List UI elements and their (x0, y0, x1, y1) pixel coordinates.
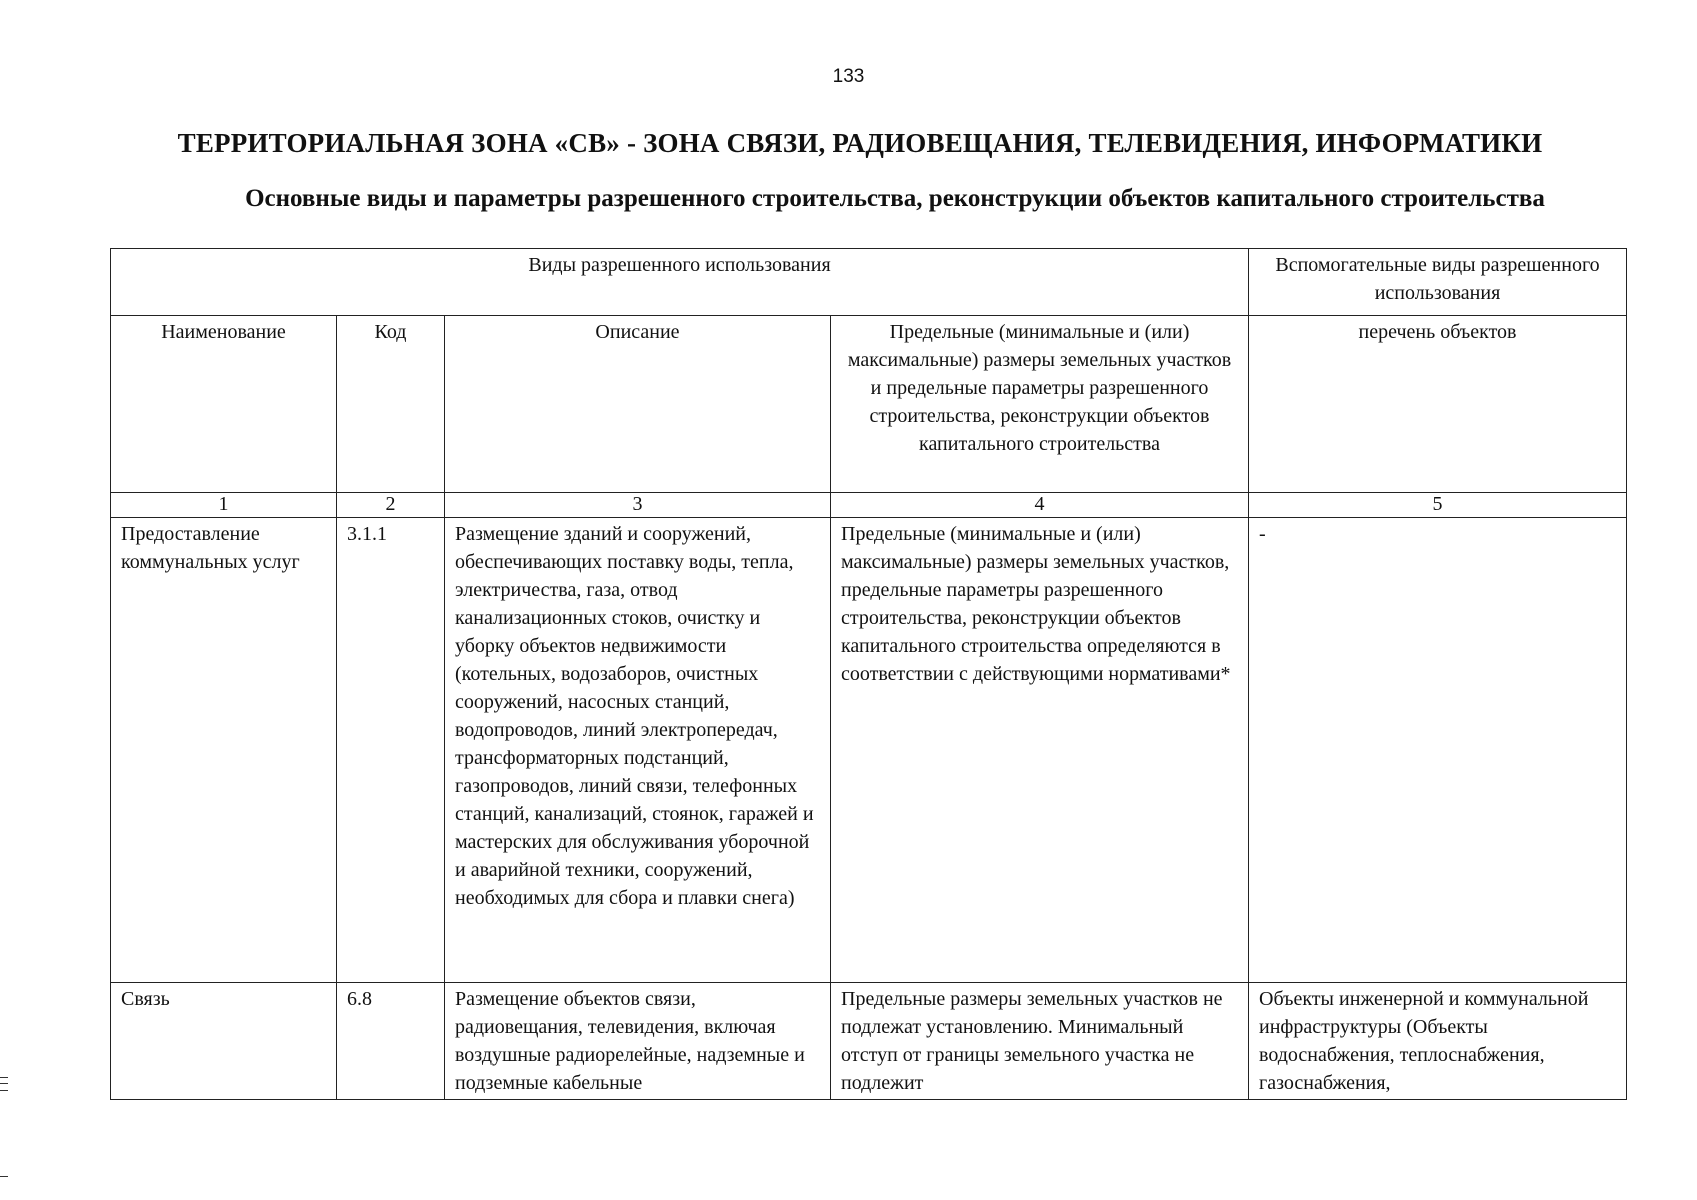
group-header-aux: Вспомогательные виды разрешенного использования (1249, 249, 1627, 316)
row-limits: Предельные размеры земельных участков не подлежат установлению. Минимальный отступ от границы земельного участка не подлежит (831, 983, 1249, 1100)
group-header-main: Виды разрешенного использования (111, 249, 1249, 316)
row-limits: Предельные (минимальные и (или) максимальные) размеры земельных участков, предельные параметры разрешенного строительства, реконструкции объектов капитального строительства определяются в соответствии с действующими нормативами* (831, 518, 1249, 983)
scan-edge-mark (0, 1090, 8, 1091)
scan-edge-mark (0, 1077, 8, 1078)
column-number: 5 (1249, 493, 1627, 518)
column-number: 2 (337, 493, 445, 518)
land-use-table (110, 248, 1627, 1100)
document-subtitle: Основные виды и параметры разрешенного строительства, реконструкции объектов капитального строительства (245, 185, 1545, 212)
row-name: Предоставление коммунальных услуг (111, 518, 337, 983)
document-title: ТЕРРИТОРИАЛЬНАЯ ЗОНА «СВ» - ЗОНА СВЯЗИ, РАДИОВЕЩАНИЯ, ТЕЛЕВИДЕНИЯ, ИНФОРМАТИКИ (177, 128, 1543, 158)
row-description: Размещение зданий и сооружений, обеспечивающих поставку воды, тепла, электричества, газа, отвод канализационных стоков, очистку и уборку объектов недвижимости (котельных, водозаборов, очистных сооружений, насосных станций, водопроводов, линий электропередач, трансформаторных подстанций, газопроводов, линий связи, телефонных станций, канализаций, стоянок, гаражей и мастерских для обслуживания уборочной и аварийной техники, сооружений, необходимых для сбора и плавки снега) (445, 518, 831, 983)
row-code: 6.8 (337, 983, 445, 1100)
column-number: 1 (111, 493, 337, 518)
column-header-aux-list: перечень объектов (1249, 316, 1627, 493)
table-row (111, 518, 1627, 983)
row-aux: Объекты инженерной и коммунальной инфраструктуры (Объекты водоснабжения, теплоснабжения, газоснабжения, (1249, 983, 1627, 1100)
scan-edge-mark (0, 1176, 8, 1177)
column-header-limits: Предельные (минимальные и (или) максимальные) размеры земельных участков и предельные параметры разрешенного строительства, реконструкции объектов капитального строительства (831, 316, 1249, 493)
row-description: Размещение объектов связи, радиовещания, телевидения, включая воздушные радиорелейные, надземные и подземные кабельные (445, 983, 831, 1100)
scan-edge-mark (0, 1083, 8, 1084)
group-header-row (111, 249, 1627, 316)
column-number: 3 (445, 493, 831, 518)
page-number: 133 (832, 66, 865, 87)
column-header-description: Описание (445, 316, 831, 493)
column-number-row (111, 493, 1627, 518)
column-header-code: Код (337, 316, 445, 493)
row-aux: - (1249, 518, 1627, 983)
row-name: Связь (111, 983, 337, 1100)
column-header-name: Наименование (111, 316, 337, 493)
column-number: 4 (831, 493, 1249, 518)
table-row (111, 983, 1627, 1100)
row-code: 3.1.1 (337, 518, 445, 983)
column-header-row (111, 316, 1627, 493)
